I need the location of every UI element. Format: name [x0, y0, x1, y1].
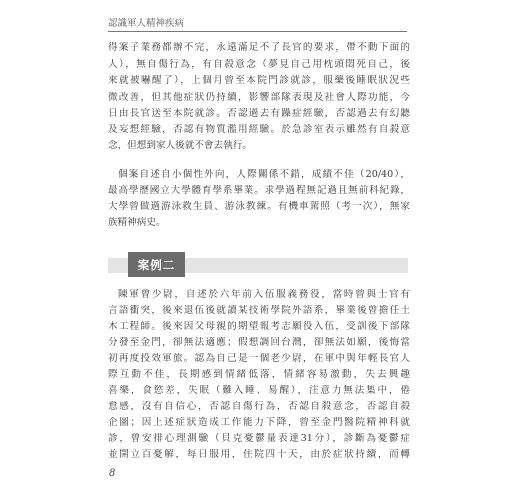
text-line: 企圖；因上述症狀造成工作能力下降，曾至金門醫院精神科就: [108, 417, 410, 428]
text-line: 得案子業務都辦不完，永遠滿足不了長官的要求，帶不動下面的: [108, 42, 410, 53]
text-line: 個案自述自小個性外向，人際關係不錯，成績不佳（20/40），: [118, 169, 410, 180]
running-header-title: 認識軍人精神疾病: [108, 18, 185, 29]
text-line: 陳軍曾少尉，自述於六年前入伍服義務役，當時曾與士官有: [118, 289, 410, 300]
text-line: 大學曾做過游泳救生員、游泳教練。有機車駕照（考一次），無家: [108, 201, 410, 212]
text-line: 人），無自傷行為，有自殺意念（夢見自己用枕頭悶死自己，後: [108, 59, 410, 70]
text-line: 最高學歷國立大學體育學系畢業。求學過程無記過且無前科紀錄，: [108, 185, 410, 196]
text-line: 並開立百憂解，每日服用，住院四十天，由於症狀持續，而轉: [108, 449, 410, 460]
text-line: 微改善，但其他症狀仍持續，影響部隊表現及社會人際功能，今: [108, 92, 410, 103]
text-line: 言語衝突，後來退伍後就讀某技術學院外語系，畢業後曾擔任土: [108, 305, 410, 316]
text-line: 來就被嚇醒了），上個月曾至本院門診就診，服藥後睡眠狀況些: [108, 75, 410, 86]
text-line: 分發至金門，卻無法適應；假想調回台灣，卻無法如願，後悔當: [108, 337, 410, 348]
text-line: 際互動不佳，長期感到情緒低落，情緒容易激動，失去興趣: [108, 369, 410, 380]
page-number: 8: [109, 468, 116, 479]
text-line: 及妄想經驗，否認有物質濫用經驗。於急診室表示雖然有自殺意: [108, 124, 410, 135]
text-line: 初再度投效軍旅。認為自己是一個老少尉，在軍中與年輕長官人: [108, 353, 410, 364]
text-line: 診，曾安排心理測驗（貝克憂鬱量表達31分），診斷為憂鬱症: [108, 433, 410, 444]
section-heading-label: 案例二: [128, 252, 185, 277]
header-rule: [108, 31, 407, 32]
text-line: 喜樂，食慾差，失眠（難入睡、易醒），注意力無法集中，倦: [108, 385, 410, 396]
text-line: 怠感，沒有自信心，否認自傷行為，否認自殺意念，否認自殺: [108, 401, 410, 412]
text-line: 日由長官送至本院就診。否認過去有躁症經驗，否認過去有幻聽: [108, 108, 410, 119]
text-line: 族精神病史。: [108, 217, 166, 228]
text-line: 木工程師。後來因父母親的期望報考志願役入伍，受訓後下部隊: [108, 321, 410, 332]
text-line: 念，但想到家人後就不會去執行。: [108, 140, 252, 151]
